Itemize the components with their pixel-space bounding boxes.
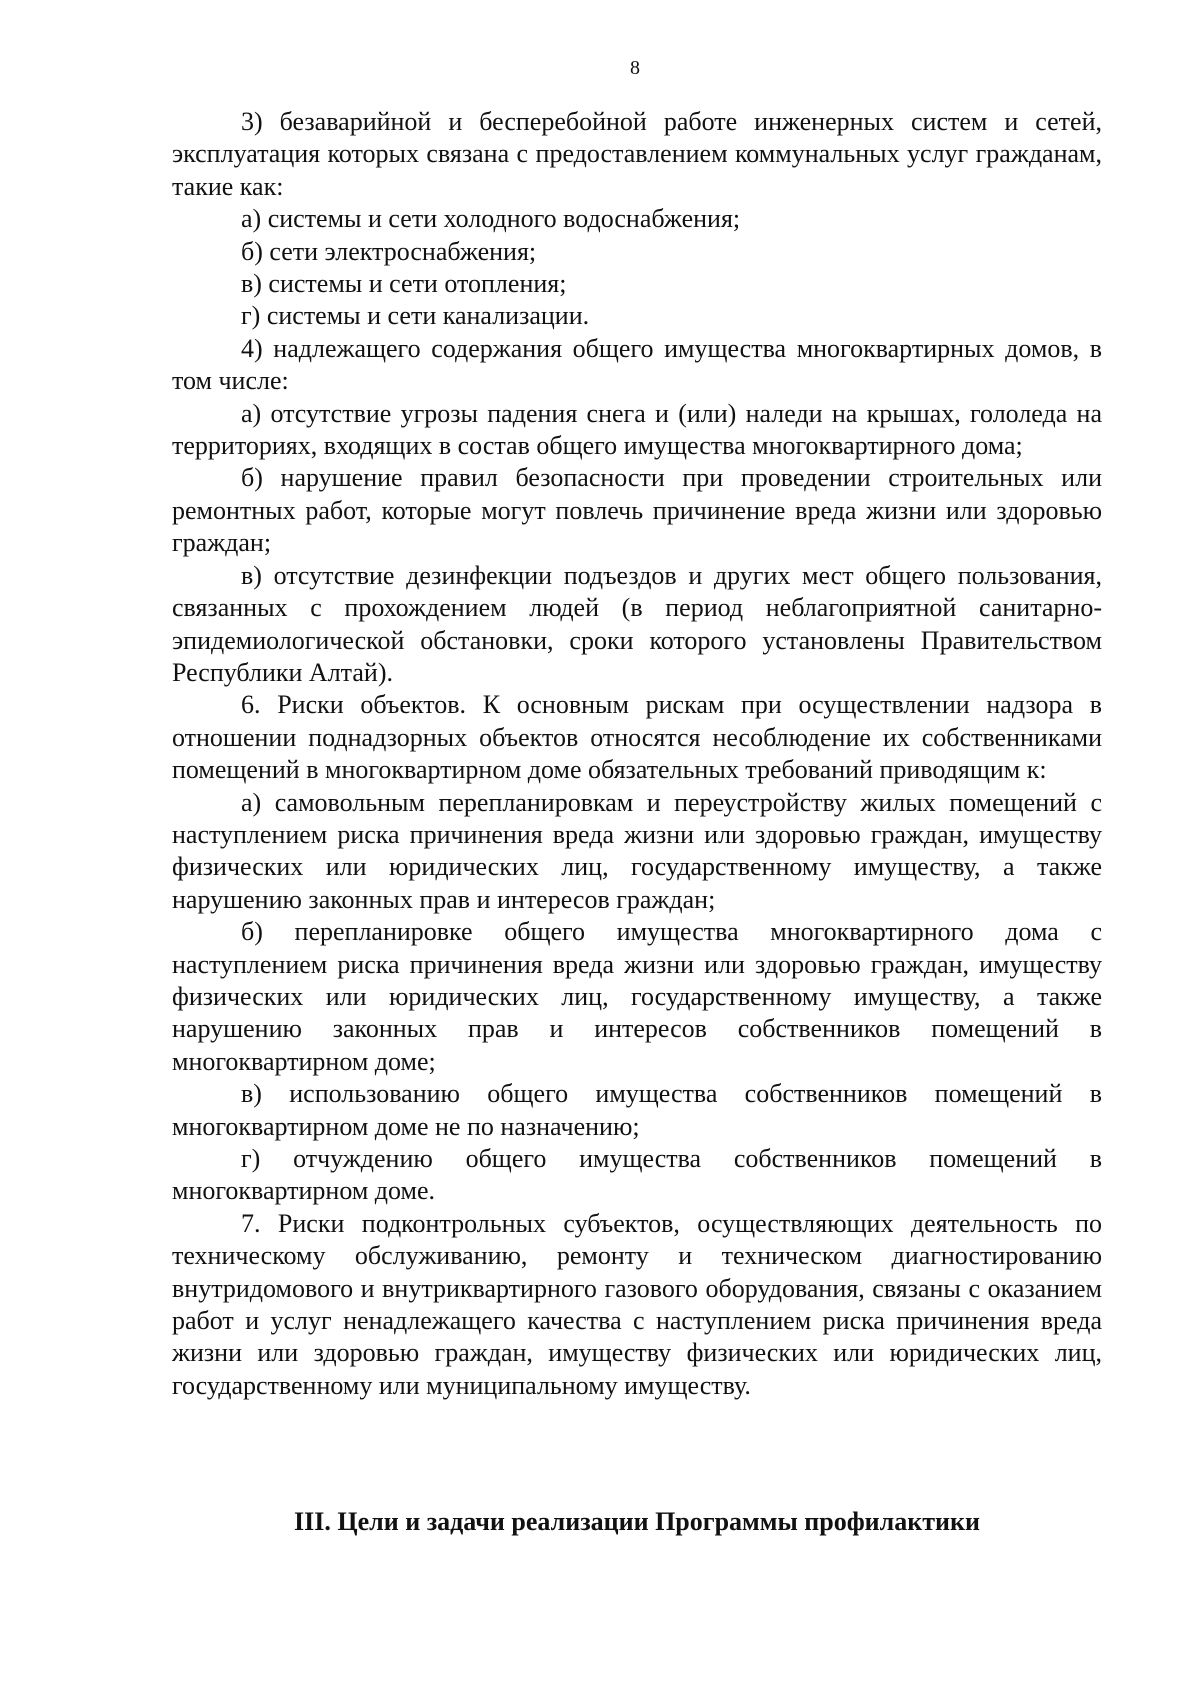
- list-item-6a: а) самовольным перепланировкам и переустройству жилых помещений с наступлением риска причинения вреда жизни или здоровью граждан, имуществу физических или юридических лиц, государственному имуществу, а также нарушению законных прав и интересов граждан;: [172, 787, 1102, 914]
- list-item-6b: б) перепланировке общего имущества многоквартирного дома с наступлением риска причинения вреда жизни или здоровью граждан, имуществу физических или юридических лиц, государственному имуществу, а также нарушению законных прав и интересов собственников помещений в многоквартирном доме;: [172, 917, 1102, 1076]
- list-item-4b: б) нарушение правил безопасности при проведении строительных или ремонтных работ, которые могут повлечь причинение вреда жизни или здоровью граждан;: [172, 463, 1102, 558]
- list-item-6d: г) отчуждению общего имущества собственников помещений в многоквартирном доме.: [172, 1144, 1102, 1206]
- list-item-3c: в) системы и сети отопления;: [241, 269, 567, 299]
- list-item-4c: в) отсутствие дезинфекции подъездов и других мест общего пользования, связанных с прохождением людей (в период неблагоприятной санитарно-эпидемиологической обстановки, сроки которого установлены Правительством Республики Алтай).: [172, 560, 1102, 687]
- page-number: 8: [630, 57, 640, 79]
- paragraph-section-6: 6. Риски объектов. К основным рискам при осуществлении надзора в отношении поднадзорных объектов относятся несоблюдение их собственниками помещений в многоквартирном доме обязательных требований приводящим к:: [172, 690, 1102, 785]
- paragraph-item-3: 3) безаварийной и бесперебойной работе инженерных систем и сетей, эксплуатация которых связана с предоставлением коммунальных услуг гражданам, такие как:: [172, 107, 1102, 201]
- list-item-4a: а) отсутствие угрозы падения снега и (или) наледи на крышах, гололеда на территориях, входящих в состав общего имущества многоквартирного дома;: [172, 398, 1102, 461]
- paragraph-section-7: 7. Риски подконтрольных субъектов, осуществляющих деятельность по техническому обслуживанию, ремонту и техническом диагностированию внутридомового и внутриквартирного газового оборудования, связаны с оказанием работ и услуг ненадлежащего качества с наступлением риска причинения вреда жизни или здоровью граждан, имуществу физических или юридических лиц, государственному или муниципальному имуществу.: [172, 1208, 1102, 1400]
- document-body: [172, 106, 1102, 1402]
- paragraph-item-4: 4) надлежащего содержания общего имущества многоквартирных домов, в том числе:: [172, 333, 1102, 396]
- list-item-3d: г) системы и сети канализации.: [241, 301, 590, 331]
- list-item-3a: а) системы и сети холодного водоснабжения;: [241, 204, 741, 234]
- list-item-3b: б) сети электроснабжения;: [241, 236, 537, 266]
- list-item-6c: в) использованию общего имущества собственников помещений в многоквартирном доме не по назначению;: [172, 1079, 1102, 1141]
- section-heading: III. Цели и задачи реализации Программы профилактики: [294, 1507, 980, 1536]
